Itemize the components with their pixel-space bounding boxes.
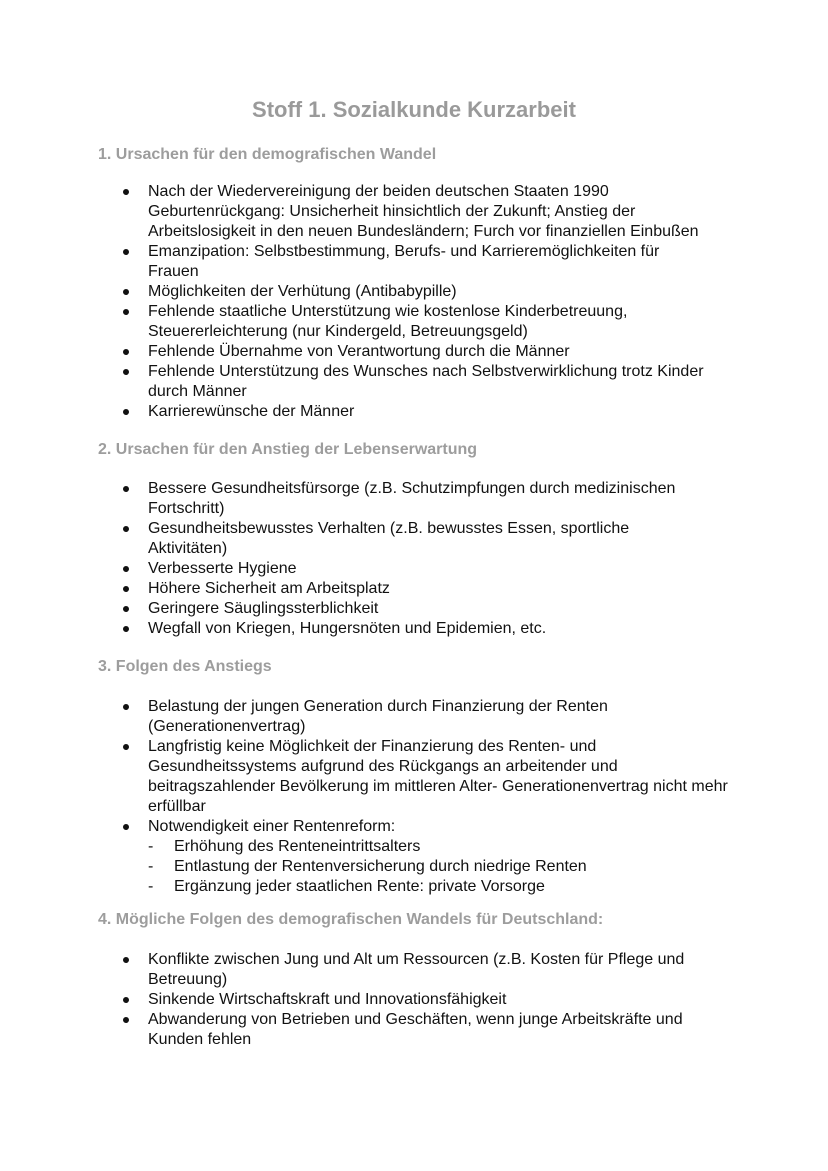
list-item: Belastung der jungen Generation durch Finanzierung der Renten (Generationenvertrag) (0, 697, 828, 737)
bullet-icon (123, 486, 129, 492)
sub-list-item: - Ergänzung jeder staatlichen Rente: private Vorsorge (148, 878, 545, 895)
bullet-icon (123, 997, 129, 1003)
section-heading-1: 1. Ursachen für den demografischen Wandel (98, 146, 437, 163)
section-heading-4: 4. Mögliche Folgen des demografischen Wandels für Deutschland: (98, 911, 604, 928)
bullet-icon (123, 586, 129, 592)
list-item: Nach der Wiedervereinigung der beiden deutschen Staaten 1990 Geburtenrückgang: Unsicherheit hinsichtlich der Zukunft; Anstieg der Arbeitslosigkeit in den neuen Bundesländern; Furch vor finanziellen Einbußen (0, 182, 828, 242)
list-item: Abwanderung von Betrieben und Geschäften, wenn junge Arbeitskräfte und Kunden fehlen (0, 1010, 828, 1050)
list-item: Fehlende staatliche Unterstützung wie kostenlose Kinderbetreuung, Steuererleichterung (nur Kindergeld, Betreuungsgeld) (0, 302, 828, 342)
section-4-list (0, 950, 828, 1050)
list-item: Fehlende Unterstützung des Wunsches nach Selbstverwirklichung trotz Kinder durch Männer (0, 362, 828, 402)
bullet-icon (123, 309, 129, 315)
bullet-icon (123, 606, 129, 612)
list-item: Möglichkeiten der Verhütung (Antibabypille) (0, 282, 828, 302)
bullet-icon (123, 409, 129, 415)
dash-icon: - (148, 858, 154, 875)
dash-icon: - (148, 838, 154, 855)
section-2-list (0, 479, 828, 639)
bullet-icon (123, 249, 129, 255)
section-heading-3: 3. Folgen des Anstiegs (98, 658, 272, 675)
bullet-icon (123, 824, 129, 830)
sub-list-item: - Erhöhung des Renteneintrittsalters (148, 838, 421, 855)
list-item: Karrierewünsche der Männer (0, 402, 828, 422)
list-item: Verbesserte Hygiene (0, 559, 828, 579)
list-item: Konflikte zwischen Jung und Alt um Ressourcen (z.B. Kosten für Pflege und Betreuung) (0, 950, 828, 990)
bullet-icon (123, 526, 129, 532)
page-title: Stoff 1. Sozialkunde Kurzarbeit (252, 97, 576, 122)
bullet-icon (123, 349, 129, 355)
list-item: Emanzipation: Selbstbestimmung, Berufs- und Karrieremöglichkeiten für Frauen (0, 242, 828, 282)
list-item: Gesundheitsbewusstes Verhalten (z.B. bewusstes Essen, sportliche Aktivitäten) (0, 519, 828, 559)
list-item: Fehlende Übernahme von Verantwortung durch die Männer (0, 342, 828, 362)
section-3-list (0, 697, 828, 897)
bullet-icon (123, 1017, 129, 1023)
bullet-icon (123, 189, 129, 195)
bullet-icon (123, 957, 129, 963)
bullet-icon (123, 369, 129, 375)
list-item: Notwendigkeit einer Rentenreform: - Erhöhung des Renteneintrittsalters - Entlastung der Rentenversicherung durch niedrige Renten - Ergänzung jeder staatlichen Rente: private Vorsorge (0, 817, 828, 897)
dash-icon: - (148, 878, 154, 895)
list-item: Wegfall von Kriegen, Hungersnöten und Epidemien, etc. (0, 619, 828, 639)
rentenreform-sublist (148, 837, 748, 897)
list-item: Geringere Säuglingssterblichkeit (0, 599, 828, 619)
list-item: Bessere Gesundheitsfürsorge (z.B. Schutzimpfungen durch medizinischen Fortschritt) (0, 479, 828, 519)
bullet-icon (123, 744, 129, 750)
list-item: Sinkende Wirtschaftskraft und Innovationsfähigkeit (0, 990, 828, 1010)
list-item: Langfristig keine Möglichkeit der Finanzierung des Renten- und Gesundheitssystems aufgrund des Rückgangs an arbeitender und beitragszahlender Bevölkerung im mittleren Alter- Generationenvertrag nicht mehr erfüllbar (0, 737, 828, 817)
bullet-icon (123, 626, 129, 632)
list-item: Höhere Sicherheit am Arbeitsplatz (0, 579, 828, 599)
section-heading-2: 2. Ursachen für den Anstieg der Lebenserwartung (98, 441, 478, 458)
sub-list-item: - Entlastung der Rentenversicherung durch niedrige Renten (148, 858, 587, 875)
bullet-icon (123, 704, 129, 710)
section-1-list (0, 182, 828, 422)
bullet-icon (123, 289, 129, 295)
bullet-icon (123, 566, 129, 572)
